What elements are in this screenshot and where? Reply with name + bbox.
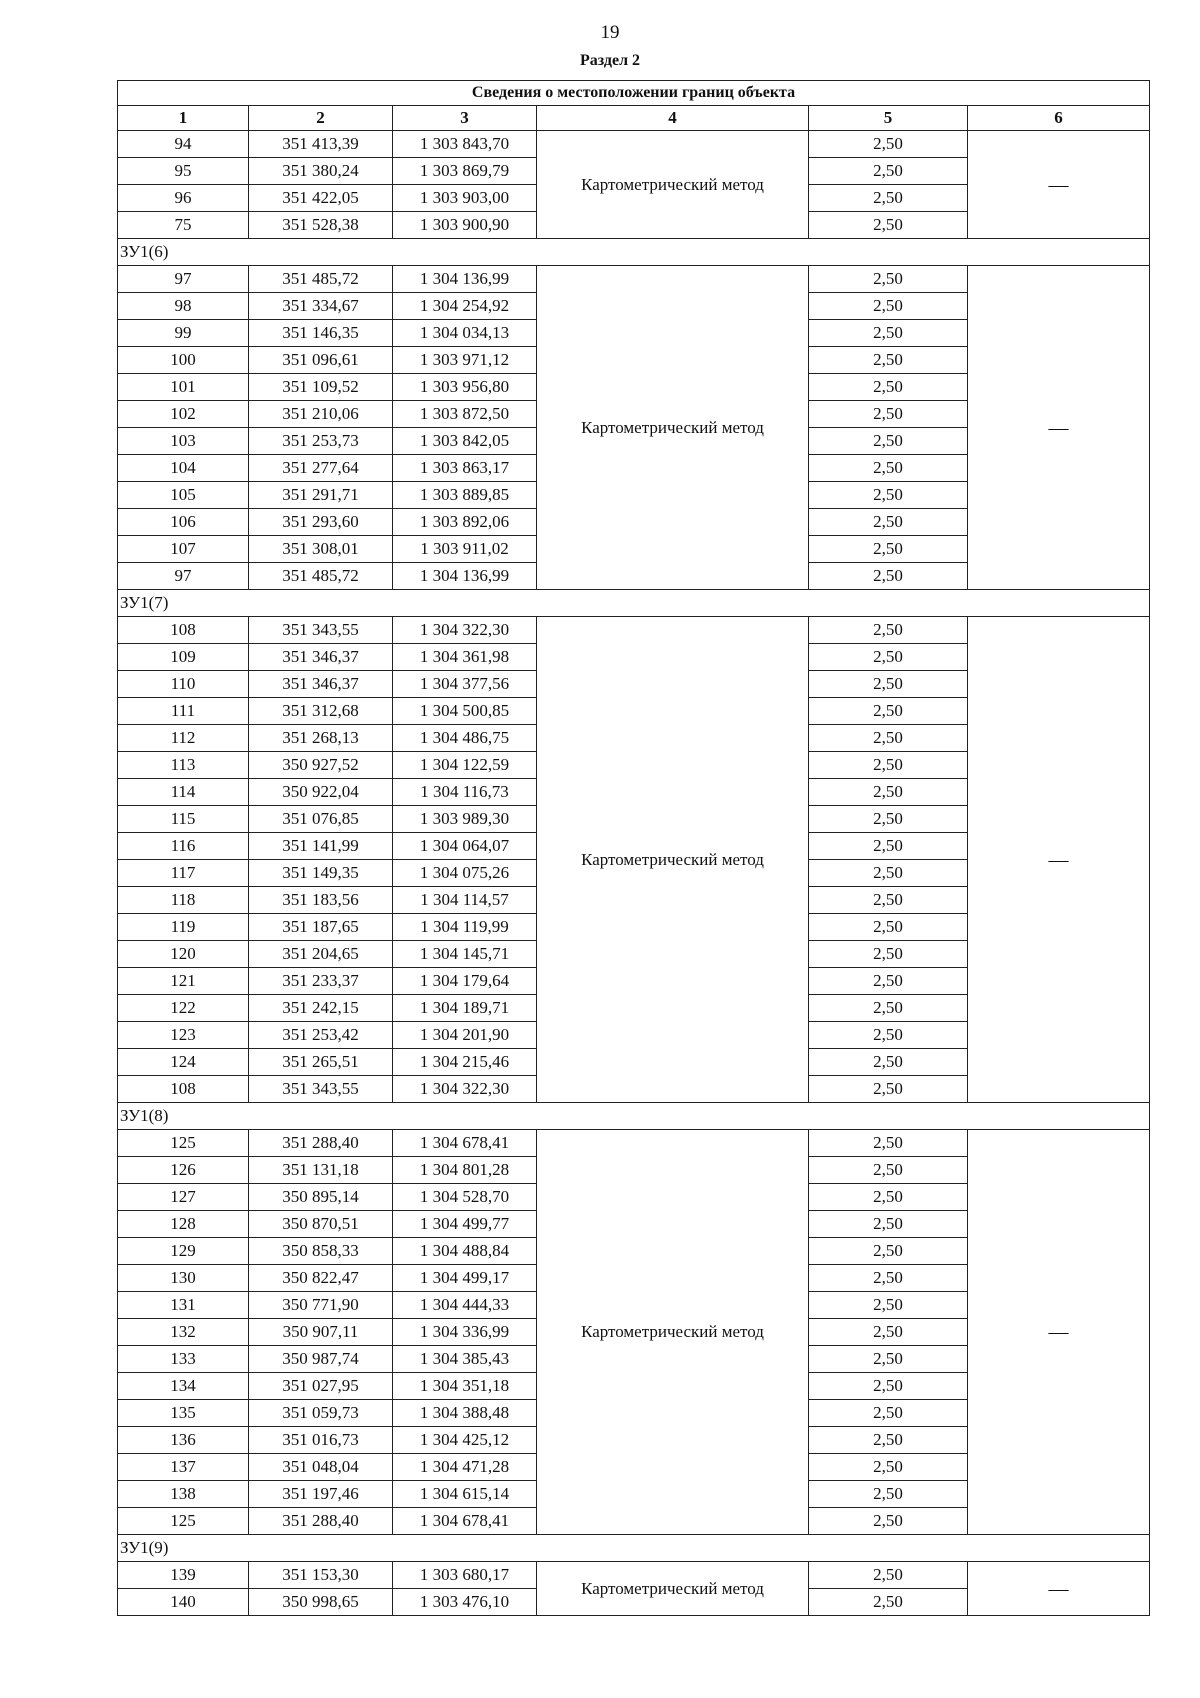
accuracy-value: 2,50 <box>809 347 968 374</box>
x-coordinate: 351 485,72 <box>249 266 393 293</box>
group-label: ЗУ1(6) <box>118 239 1150 266</box>
accuracy-value: 2,50 <box>809 644 968 671</box>
point-number: 140 <box>118 1589 249 1616</box>
y-coordinate: 1 304 528,70 <box>393 1184 537 1211</box>
group-row <box>118 590 1150 617</box>
y-coordinate: 1 304 678,41 <box>393 1508 537 1535</box>
boundary-coordinates-table <box>117 80 1150 1616</box>
x-coordinate: 351 109,52 <box>249 374 393 401</box>
point-number: 98 <box>118 293 249 320</box>
table-caption: Сведения о местоположении границ объекта <box>118 81 1150 106</box>
accuracy-value: 2,50 <box>809 806 968 833</box>
point-number: 103 <box>118 428 249 455</box>
y-coordinate: 1 304 322,30 <box>393 1076 537 1103</box>
x-coordinate: 351 485,72 <box>249 563 393 590</box>
point-number: 125 <box>118 1130 249 1157</box>
method-cell: Картометрический метод <box>537 617 809 1103</box>
column-header-4: 4 <box>537 106 809 131</box>
note-cell: — <box>968 1130 1150 1535</box>
x-coordinate: 350 987,74 <box>249 1346 393 1373</box>
x-coordinate: 351 076,85 <box>249 806 393 833</box>
note-cell: — <box>968 617 1150 1103</box>
point-number: 107 <box>118 536 249 563</box>
accuracy-value: 2,50 <box>809 941 968 968</box>
point-number: 124 <box>118 1049 249 1076</box>
x-coordinate: 351 343,55 <box>249 1076 393 1103</box>
y-coordinate: 1 303 863,17 <box>393 455 537 482</box>
x-coordinate: 351 308,01 <box>249 536 393 563</box>
y-coordinate: 1 304 114,57 <box>393 887 537 914</box>
x-coordinate: 351 210,06 <box>249 401 393 428</box>
note-cell: — <box>968 1562 1150 1616</box>
table-row <box>118 1562 1150 1589</box>
x-coordinate: 351 293,60 <box>249 509 393 536</box>
point-number: 105 <box>118 482 249 509</box>
y-coordinate: 1 304 500,85 <box>393 698 537 725</box>
point-number: 100 <box>118 347 249 374</box>
y-coordinate: 1 303 971,12 <box>393 347 537 374</box>
y-coordinate: 1 304 116,73 <box>393 779 537 806</box>
point-number: 126 <box>118 1157 249 1184</box>
point-number: 97 <box>118 563 249 590</box>
y-coordinate: 1 304 388,48 <box>393 1400 537 1427</box>
table-row <box>118 131 1150 158</box>
accuracy-value: 2,50 <box>809 212 968 239</box>
y-coordinate: 1 303 680,17 <box>393 1562 537 1589</box>
accuracy-value: 2,50 <box>809 1427 968 1454</box>
x-coordinate: 351 149,35 <box>249 860 393 887</box>
y-coordinate: 1 303 903,00 <box>393 185 537 212</box>
x-coordinate: 351 153,30 <box>249 1562 393 1589</box>
point-number: 102 <box>118 401 249 428</box>
y-coordinate: 1 303 956,80 <box>393 374 537 401</box>
group-label: ЗУ1(7) <box>118 590 1150 617</box>
point-number: 94 <box>118 131 249 158</box>
accuracy-value: 2,50 <box>809 401 968 428</box>
x-coordinate: 351 146,35 <box>249 320 393 347</box>
x-coordinate: 351 242,15 <box>249 995 393 1022</box>
x-coordinate: 351 346,37 <box>249 671 393 698</box>
y-coordinate: 1 303 842,05 <box>393 428 537 455</box>
point-number: 75 <box>118 212 249 239</box>
y-coordinate: 1 303 869,79 <box>393 158 537 185</box>
x-coordinate: 350 870,51 <box>249 1211 393 1238</box>
point-number: 137 <box>118 1454 249 1481</box>
x-coordinate: 351 346,37 <box>249 644 393 671</box>
accuracy-value: 2,50 <box>809 1130 968 1157</box>
point-number: 123 <box>118 1022 249 1049</box>
y-coordinate: 1 303 872,50 <box>393 401 537 428</box>
y-coordinate: 1 303 476,10 <box>393 1589 537 1616</box>
note-cell: — <box>968 266 1150 590</box>
x-coordinate: 350 771,90 <box>249 1292 393 1319</box>
y-coordinate: 1 304 336,99 <box>393 1319 537 1346</box>
accuracy-value: 2,50 <box>809 698 968 725</box>
point-number: 127 <box>118 1184 249 1211</box>
y-coordinate: 1 304 801,28 <box>393 1157 537 1184</box>
accuracy-value: 2,50 <box>809 428 968 455</box>
y-coordinate: 1 304 119,99 <box>393 914 537 941</box>
y-coordinate: 1 304 136,99 <box>393 563 537 590</box>
accuracy-value: 2,50 <box>809 833 968 860</box>
point-number: 136 <box>118 1427 249 1454</box>
point-number: 129 <box>118 1238 249 1265</box>
y-coordinate: 1 303 889,85 <box>393 482 537 509</box>
accuracy-value: 2,50 <box>809 1211 968 1238</box>
x-coordinate: 351 131,18 <box>249 1157 393 1184</box>
y-coordinate: 1 304 122,59 <box>393 752 537 779</box>
accuracy-value: 2,50 <box>809 779 968 806</box>
x-coordinate: 350 998,65 <box>249 1589 393 1616</box>
y-coordinate: 1 304 361,98 <box>393 644 537 671</box>
x-coordinate: 351 204,65 <box>249 941 393 968</box>
x-coordinate: 351 059,73 <box>249 1400 393 1427</box>
y-coordinate: 1 304 064,07 <box>393 833 537 860</box>
x-coordinate: 351 233,37 <box>249 968 393 995</box>
accuracy-value: 2,50 <box>809 320 968 347</box>
point-number: 122 <box>118 995 249 1022</box>
accuracy-value: 2,50 <box>809 1562 968 1589</box>
y-coordinate: 1 304 136,99 <box>393 266 537 293</box>
group-row <box>118 239 1150 266</box>
x-coordinate: 351 253,42 <box>249 1022 393 1049</box>
accuracy-value: 2,50 <box>809 1400 968 1427</box>
y-coordinate: 1 304 499,17 <box>393 1265 537 1292</box>
point-number: 95 <box>118 158 249 185</box>
column-header-2: 2 <box>249 106 393 131</box>
accuracy-value: 2,50 <box>809 1319 968 1346</box>
y-coordinate: 1 304 488,84 <box>393 1238 537 1265</box>
point-number: 121 <box>118 968 249 995</box>
y-coordinate: 1 304 034,13 <box>393 320 537 347</box>
accuracy-value: 2,50 <box>809 1292 968 1319</box>
accuracy-value: 2,50 <box>809 455 968 482</box>
method-cell: Картометрический метод <box>537 131 809 239</box>
page-number: 19 <box>600 22 620 43</box>
accuracy-value: 2,50 <box>809 374 968 401</box>
accuracy-value: 2,50 <box>809 293 968 320</box>
point-number: 101 <box>118 374 249 401</box>
x-coordinate: 351 422,05 <box>249 185 393 212</box>
y-coordinate: 1 304 615,14 <box>393 1481 537 1508</box>
point-number: 128 <box>118 1211 249 1238</box>
accuracy-value: 2,50 <box>809 968 968 995</box>
accuracy-value: 2,50 <box>809 482 968 509</box>
y-coordinate: 1 304 486,75 <box>393 725 537 752</box>
table-row <box>118 266 1150 293</box>
x-coordinate: 351 291,71 <box>249 482 393 509</box>
x-coordinate: 351 197,46 <box>249 1481 393 1508</box>
x-coordinate: 350 858,33 <box>249 1238 393 1265</box>
point-number: 138 <box>118 1481 249 1508</box>
accuracy-value: 2,50 <box>809 1589 968 1616</box>
point-number: 97 <box>118 266 249 293</box>
point-number: 108 <box>118 617 249 644</box>
accuracy-value: 2,50 <box>809 1346 968 1373</box>
point-number: 104 <box>118 455 249 482</box>
note-cell: — <box>968 131 1150 239</box>
accuracy-value: 2,50 <box>809 1481 968 1508</box>
point-number: 110 <box>118 671 249 698</box>
accuracy-value: 2,50 <box>809 1454 968 1481</box>
point-number: 99 <box>118 320 249 347</box>
point-number: 112 <box>118 725 249 752</box>
x-coordinate: 351 528,38 <box>249 212 393 239</box>
column-header-3: 3 <box>393 106 537 131</box>
y-coordinate: 1 304 471,28 <box>393 1454 537 1481</box>
method-cell: Картометрический метод <box>537 266 809 590</box>
x-coordinate: 351 183,56 <box>249 887 393 914</box>
x-coordinate: 351 413,39 <box>249 131 393 158</box>
point-number: 113 <box>118 752 249 779</box>
x-coordinate: 351 265,51 <box>249 1049 393 1076</box>
point-number: 135 <box>118 1400 249 1427</box>
accuracy-value: 2,50 <box>809 185 968 212</box>
y-coordinate: 1 304 075,26 <box>393 860 537 887</box>
y-coordinate: 1 303 989,30 <box>393 806 537 833</box>
accuracy-value: 2,50 <box>809 752 968 779</box>
point-number: 115 <box>118 806 249 833</box>
point-number: 130 <box>118 1265 249 1292</box>
point-number: 139 <box>118 1562 249 1589</box>
y-coordinate: 1 304 145,71 <box>393 941 537 968</box>
y-coordinate: 1 304 179,64 <box>393 968 537 995</box>
table-row <box>118 617 1150 644</box>
x-coordinate: 351 096,61 <box>249 347 393 374</box>
y-coordinate: 1 304 322,30 <box>393 617 537 644</box>
accuracy-value: 2,50 <box>809 509 968 536</box>
group-row <box>118 1103 1150 1130</box>
y-coordinate: 1 304 444,33 <box>393 1292 537 1319</box>
method-cell: Картометрический метод <box>537 1562 809 1616</box>
group-row <box>118 1535 1150 1562</box>
point-number: 96 <box>118 185 249 212</box>
accuracy-value: 2,50 <box>809 1049 968 1076</box>
accuracy-value: 2,50 <box>809 671 968 698</box>
x-coordinate: 351 312,68 <box>249 698 393 725</box>
point-number: 125 <box>118 1508 249 1535</box>
accuracy-value: 2,50 <box>809 1157 968 1184</box>
accuracy-value: 2,50 <box>809 1508 968 1535</box>
y-coordinate: 1 304 678,41 <box>393 1130 537 1157</box>
point-number: 119 <box>118 914 249 941</box>
accuracy-value: 2,50 <box>809 1184 968 1211</box>
x-coordinate: 350 927,52 <box>249 752 393 779</box>
accuracy-value: 2,50 <box>809 887 968 914</box>
y-coordinate: 1 303 900,90 <box>393 212 537 239</box>
y-coordinate: 1 304 499,77 <box>393 1211 537 1238</box>
accuracy-value: 2,50 <box>809 617 968 644</box>
y-coordinate: 1 304 254,92 <box>393 293 537 320</box>
y-coordinate: 1 303 911,02 <box>393 536 537 563</box>
y-coordinate: 1 303 843,70 <box>393 131 537 158</box>
accuracy-value: 2,50 <box>809 536 968 563</box>
accuracy-value: 2,50 <box>809 1265 968 1292</box>
accuracy-value: 2,50 <box>809 131 968 158</box>
x-coordinate: 350 922,04 <box>249 779 393 806</box>
x-coordinate: 351 343,55 <box>249 617 393 644</box>
accuracy-value: 2,50 <box>809 1076 968 1103</box>
table-row <box>118 1130 1150 1157</box>
x-coordinate: 351 027,95 <box>249 1373 393 1400</box>
x-coordinate: 351 334,67 <box>249 293 393 320</box>
point-number: 134 <box>118 1373 249 1400</box>
point-number: 111 <box>118 698 249 725</box>
x-coordinate: 351 016,73 <box>249 1427 393 1454</box>
y-coordinate: 1 304 385,43 <box>393 1346 537 1373</box>
point-number: 116 <box>118 833 249 860</box>
accuracy-value: 2,50 <box>809 1022 968 1049</box>
y-coordinate: 1 304 189,71 <box>393 995 537 1022</box>
column-header-6: 6 <box>968 106 1150 131</box>
y-coordinate: 1 304 351,18 <box>393 1373 537 1400</box>
point-number: 120 <box>118 941 249 968</box>
x-coordinate: 351 253,73 <box>249 428 393 455</box>
x-coordinate: 351 187,65 <box>249 914 393 941</box>
group-label: ЗУ1(8) <box>118 1103 1150 1130</box>
accuracy-value: 2,50 <box>809 725 968 752</box>
point-number: 108 <box>118 1076 249 1103</box>
accuracy-value: 2,50 <box>809 158 968 185</box>
point-number: 118 <box>118 887 249 914</box>
accuracy-value: 2,50 <box>809 563 968 590</box>
point-number: 109 <box>118 644 249 671</box>
group-label: ЗУ1(9) <box>118 1535 1150 1562</box>
x-coordinate: 351 141,99 <box>249 833 393 860</box>
x-coordinate: 351 380,24 <box>249 158 393 185</box>
y-coordinate: 1 303 892,06 <box>393 509 537 536</box>
point-number: 114 <box>118 779 249 806</box>
y-coordinate: 1 304 425,12 <box>393 1427 537 1454</box>
x-coordinate: 351 288,40 <box>249 1130 393 1157</box>
y-coordinate: 1 304 215,46 <box>393 1049 537 1076</box>
x-coordinate: 351 048,04 <box>249 1454 393 1481</box>
section-title: Раздел 2 <box>579 52 641 69</box>
point-number: 132 <box>118 1319 249 1346</box>
method-cell: Картометрический метод <box>537 1130 809 1535</box>
x-coordinate: 350 822,47 <box>249 1265 393 1292</box>
accuracy-value: 2,50 <box>809 914 968 941</box>
column-header-1: 1 <box>118 106 249 131</box>
accuracy-value: 2,50 <box>809 860 968 887</box>
accuracy-value: 2,50 <box>809 266 968 293</box>
point-number: 131 <box>118 1292 249 1319</box>
accuracy-value: 2,50 <box>809 995 968 1022</box>
column-header-5: 5 <box>809 106 968 131</box>
x-coordinate: 351 277,64 <box>249 455 393 482</box>
accuracy-value: 2,50 <box>809 1238 968 1265</box>
accuracy-value: 2,50 <box>809 1373 968 1400</box>
x-coordinate: 350 907,11 <box>249 1319 393 1346</box>
point-number: 106 <box>118 509 249 536</box>
y-coordinate: 1 304 201,90 <box>393 1022 537 1049</box>
point-number: 117 <box>118 860 249 887</box>
x-coordinate: 350 895,14 <box>249 1184 393 1211</box>
x-coordinate: 351 268,13 <box>249 725 393 752</box>
point-number: 133 <box>118 1346 249 1373</box>
y-coordinate: 1 304 377,56 <box>393 671 537 698</box>
x-coordinate: 351 288,40 <box>249 1508 393 1535</box>
